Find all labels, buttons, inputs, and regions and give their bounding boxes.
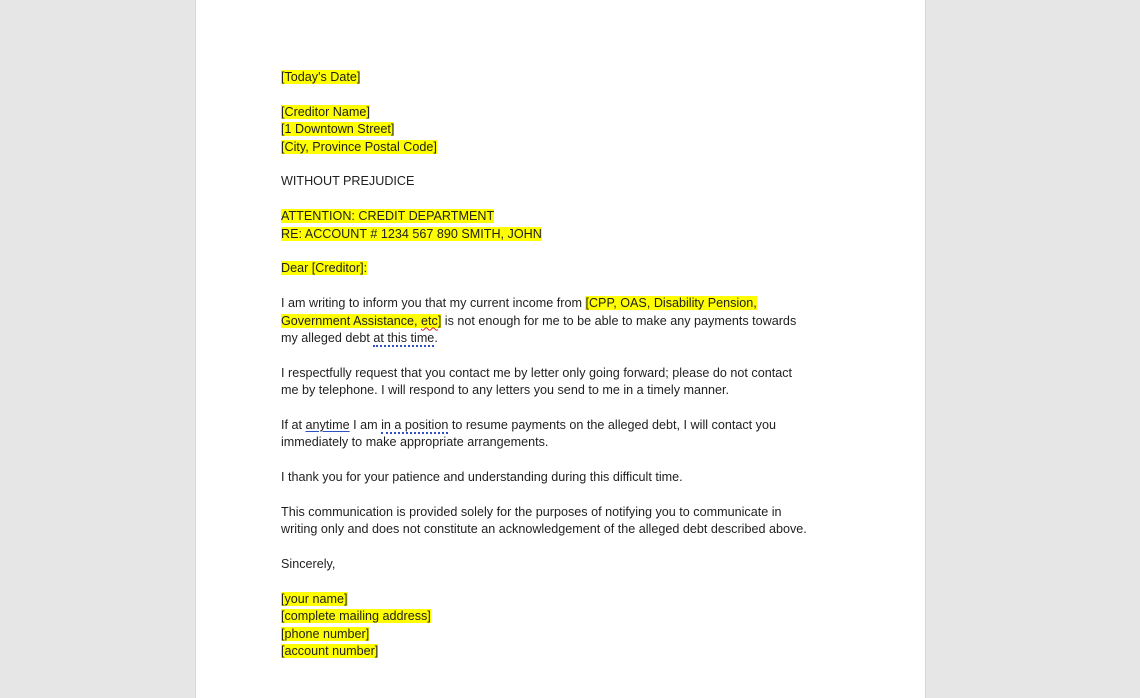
date-block [281, 69, 861, 86]
signature-account: [account number] [281, 644, 379, 659]
signature-block [281, 591, 861, 661]
without-prejudice: WITHOUT PREJUDICE [281, 174, 415, 189]
p1-highlight-2: Government Assistance, etc] [281, 313, 442, 328]
letter-body[interactable] [281, 69, 861, 678]
p3-a: If at [281, 418, 306, 433]
p2-line-2: me by telephone. I will respond to any letters you send to me in a timely manner. [281, 383, 730, 398]
p1-highlight-1: [CPP, OAS, Disability Pension, [585, 296, 757, 311]
spelling-flag-etc[interactable]: etc [421, 313, 438, 328]
attention-line: ATTENTION: CREDIT DEPARTMENT [281, 209, 495, 224]
paragraph-contact-request [281, 365, 861, 400]
p1-tail-2c: . [434, 331, 438, 346]
grammar-flag-at-this-time[interactable]: at this time [373, 331, 435, 346]
salutation: Dear [Creditor]: [281, 261, 368, 276]
p5-line-2: writing only and does not constitute an acknowledgement of the alleged debt described above. [281, 522, 807, 537]
p2-line-1: I respectfully request that you contact me by letter only going forward; please do not contact [281, 365, 793, 380]
signature-address: [complete mailing address] [281, 609, 431, 624]
p3-c: I am [349, 418, 382, 433]
p4-line: I thank you for your patience and understanding during this difficult time. [281, 470, 683, 485]
re-line: RE: ACCOUNT # 1234 567 890 SMITH, JOHN [281, 226, 542, 241]
creditor-name: [Creditor Name] [281, 104, 370, 119]
without-prejudice-block [281, 173, 861, 190]
date-placeholder: [Today's Date] [281, 70, 361, 84]
p1-lead: I am writing to inform you that my current income from [281, 296, 586, 311]
creditor-city: [City, Province Postal Code] [281, 139, 437, 154]
paragraph-disclaimer [281, 504, 861, 539]
document-page[interactable] [195, 0, 926, 698]
creditor-address-block [281, 104, 861, 156]
grammar-flag-anytime[interactable]: anytime [305, 418, 350, 433]
salutation-block [281, 260, 861, 277]
p1-tail-2a: my alleged debt [281, 331, 374, 346]
paragraph-resume [281, 417, 861, 452]
closing: Sincerely, [281, 557, 336, 572]
attention-block [281, 208, 861, 243]
signature-name: [your name] [281, 592, 348, 607]
closing-block [281, 556, 861, 573]
p1-tail-1: is not enough for me to be able to make any payments towards [441, 313, 797, 328]
grammar-flag-in-a-position[interactable]: in a position [381, 418, 449, 433]
creditor-street: [1 Downtown Street] [281, 122, 395, 137]
paragraph-income [281, 295, 861, 347]
p5-line-1: This communication is provided solely for the purposes of notifying you to communicate in [281, 505, 782, 520]
p3-line-2: immediately to make appropriate arrangements. [281, 435, 549, 450]
p3-e: to resume payments on the alleged debt, I will contact you [448, 418, 776, 433]
paragraph-thanks [281, 469, 861, 486]
signature-phone: [phone number] [281, 626, 370, 641]
